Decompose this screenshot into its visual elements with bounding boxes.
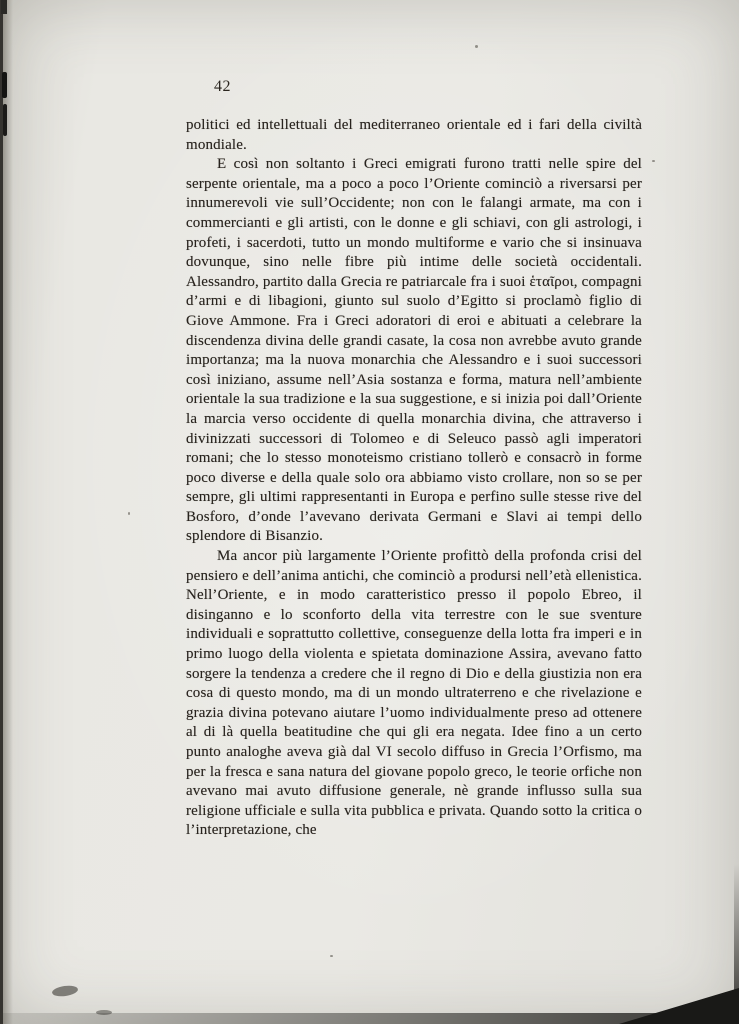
scan-edge-left-shadow — [3, 0, 13, 1024]
paragraph: E così non soltanto i Greci emigrati furono tratti nelle spire del serpente orientale, ma a poco a poco l’Oriente cominciò a riversarsi per innumerevoli vie sull’Occidente; non con le falangi armate, ma con i commercianti e gli artisti, con le donne e gli schiavi, con gli astrologi, i profeti, i sacerdoti, tutto un mondo multiforme e vario che si insinuava dovunque, sino nelle fibre più intime delle società occidentali. Alessandro, partito dalla Grecia re patriarcale fra i suoi ἑταῖροι, compagni d’armi e di libagioni, giunto sul suolo d’Egitto si proclamò figlio di Giove Ammone. Fra i Greci adoratori di eroi e abituati a celebrare la discendenza divina delle grandi casate, la cosa non avrebbe avuto grande importanza; ma la nuova monarchia che Alessandro e i suoi successori così iniziano, assume nell’Asia sostanza e forma, matura nell’ambiente orientale la sua tradizione e la sua suggestione, e si inizia poi dall’Oriente la marcia verso occidente di quella monarchia divina, che attraverso i divinizzati successori di Tolomeo e di Seleuco passò agli imperatori romani; che lo stesso monoteismo cristiano tollerò e consacrò in forme poco diverse e della quale solo ora abbiamo visto crollare, non so se per sempre, gli ultimi rappresentanti in Europa e perfino sulle stesse rive del Bosforo, d’onde l’avevano derivata Germani e Slavi ai tempi dello splendore di Bisanzio. — [186, 156, 642, 545]
page-number: 42 — [214, 78, 231, 95]
scan-mark — [1, 0, 7, 14]
paragraph: Ma ancor più largamente l’Oriente profittò della profonda crisi del pensiero e dell’anima antichi, che cominciò a prodursi nell’età ellenistica. Nell’Oriente, e in modo caratteristico presso il popolo Ebreo, il disinganno e lo sconforto della vita terrestre con le sue sventure individuali e soprattutto collettive, conseguenze della lotta fra imperi e in primo luogo della violenta e spietata dominazione Assira, avevano fatto sorgere la tendenza a credere che il regno di Dio e della giustizia non era cosa di questo mondo, ma di un mondo ultraterreno e che rivelazione e grazia divina potevano aiutare l’uomo individualmente preso ad ottenere al di là quella beatitudine che qui gli era negata. Idee fino a un certo punto analoghe aveva già dal VI secolo diffuso in Grecia l’Orfismo, ma per la fresca e sana natura del giovane popolo greco, le teorie orfiche non avevano mai avuto diffusione generale, nè grande influsso sulla sua religione ufficiale e sulla vita pubblica e privata. Quando sotto la critica o l’interpretazione, che — [186, 548, 642, 839]
scan-speck — [330, 955, 333, 957]
scan-speck — [475, 45, 478, 48]
scan-mark — [3, 104, 7, 136]
scan-speck — [652, 160, 655, 162]
scan-smudge — [51, 984, 78, 998]
paragraph-continuation: politici ed intellettuali del mediterraneo orientale ed i fari della civiltà mondiale. — [186, 117, 642, 153]
scan-speck — [128, 512, 130, 515]
scan-mark — [2, 72, 7, 98]
text-block — [186, 116, 642, 841]
